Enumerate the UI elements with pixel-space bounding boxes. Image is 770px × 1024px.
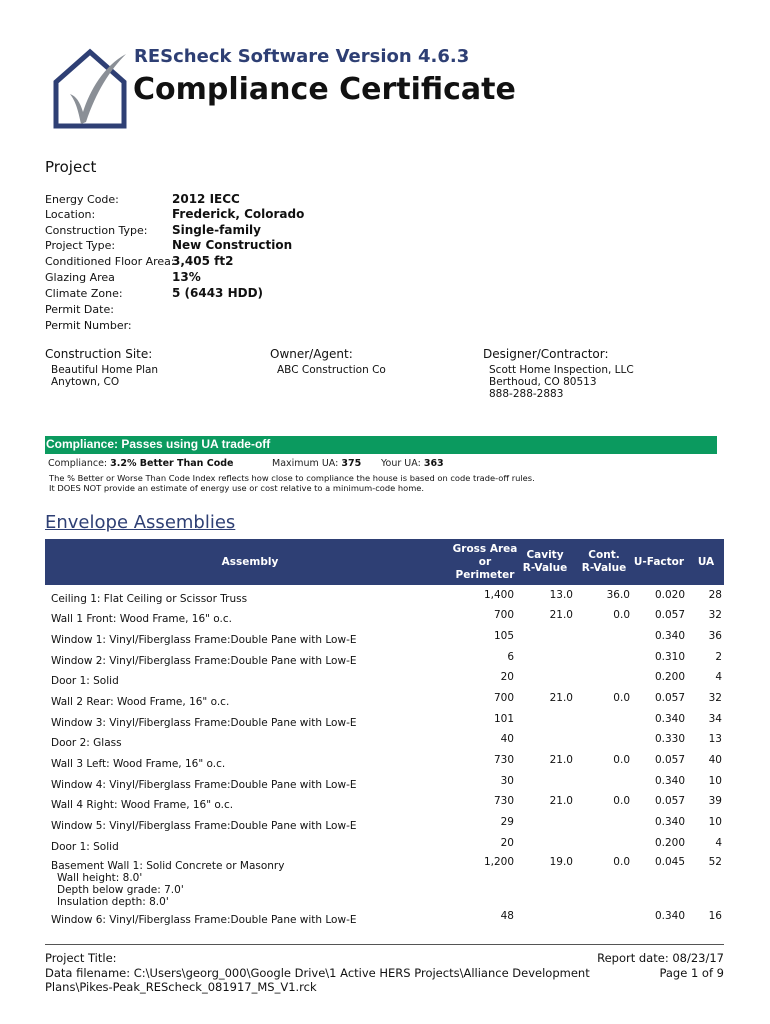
footer-project-title: Project Title: — [45, 951, 117, 965]
project-field-value: Frederick, Colorado — [172, 207, 305, 221]
maximum-ua-value: 375 — [341, 458, 362, 469]
envelope-assemblies-heading: Envelope Assemblies — [45, 512, 236, 533]
footer-divider — [45, 944, 724, 945]
envelope-cell-u: 0.340 — [654, 816, 685, 828]
envelope-cell-area: 6 — [507, 651, 514, 663]
col-cont-line-2: R-Value — [581, 562, 627, 574]
envelope-cell-ua: 28 — [708, 589, 722, 601]
envelope-cell-area: 730 — [493, 754, 514, 766]
envelope-cell-u: 0.340 — [654, 713, 685, 725]
footer-data-filename-line-1: Data filename: C:\Users\georg_000\Google Drive\1 Active HERS Projects\Alliance Development — [45, 966, 590, 980]
project-field-label: Glazing Area — [45, 271, 115, 284]
project-field-label: Project Type: — [45, 239, 116, 252]
col-gross-area-line-3: Perimeter — [455, 569, 515, 581]
envelope-table-header — [45, 539, 724, 585]
envelope-cell-u: 0.057 — [654, 692, 685, 704]
envelope-row-assembly: Door 1: Solid — [51, 675, 119, 687]
project-field-label: Permit Date: — [45, 303, 114, 316]
envelope-row-assembly: Window 4: Vinyl/Fiberglass Frame:Double Pane with Low-E — [51, 779, 357, 791]
col-gross-area — [445, 543, 525, 582]
compliance-note-line-2: It DOES NOT provide an estimate of energy use or cost relative to a minimum-code home. — [49, 483, 425, 493]
certificate-title: Compliance Certificate — [133, 72, 516, 107]
owner-agent-heading: Owner/Agent: — [270, 347, 353, 361]
envelope-cell-area: 730 — [493, 795, 514, 807]
envelope-cell-cont: 36.0 — [606, 589, 630, 601]
footer-page-number: Page 1 of 9 — [659, 966, 724, 980]
envelope-cell-area: 29 — [500, 816, 514, 828]
maximum-ua — [272, 458, 361, 469]
envelope-cell-area: 30 — [500, 775, 514, 787]
col-cont — [578, 549, 630, 575]
envelope-cell-area: 40 — [500, 733, 514, 745]
envelope-cell-u: 0.340 — [654, 775, 685, 787]
envelope-row-assembly: Ceiling 1: Flat Ceiling or Scissor Truss — [51, 593, 248, 605]
project-field-value: 3,405 ft2 — [172, 254, 234, 268]
envelope-cell-area: 1,400 — [483, 589, 514, 601]
envelope-cell-area: 700 — [493, 609, 514, 621]
envelope-cell-cont: 0.0 — [613, 609, 630, 621]
envelope-cell-ua: 4 — [715, 671, 722, 683]
envelope-row-detail: Insulation depth: 8.0' — [57, 896, 169, 908]
construction-site-heading: Construction Site: — [45, 347, 153, 361]
footer-data-filename-line-2: Plans\Pikes-Peak_REScheck_081917_MS_V1.rck — [45, 980, 317, 994]
envelope-cell-ua: 32 — [708, 692, 722, 704]
envelope-cell-u: 0.340 — [654, 910, 685, 922]
envelope-cell-cont: 0.0 — [613, 692, 630, 704]
envelope-cell-area: 20 — [500, 671, 514, 683]
envelope-cell-cavity: 19.0 — [549, 856, 573, 868]
designer-contractor-heading: Designer/Contractor: — [483, 347, 609, 361]
envelope-cell-u: 0.330 — [654, 733, 685, 745]
project-heading: Project — [45, 158, 97, 176]
envelope-cell-u: 0.340 — [654, 630, 685, 642]
envelope-cell-area: 1,200 — [483, 856, 514, 868]
envelope-row-detail: Depth below grade: 7.0' — [57, 884, 184, 896]
col-gross-area-line-2: or — [478, 556, 492, 568]
envelope-row-assembly: Wall 2 Rear: Wood Frame, 16" o.c. — [51, 696, 230, 708]
project-field-label: Climate Zone: — [45, 287, 123, 300]
your-ua-label: Your UA: — [381, 458, 421, 469]
envelope-cell-cavity: 21.0 — [549, 692, 573, 704]
construction-site-line-1: Beautiful Home Plan — [51, 364, 159, 376]
compliance-banner — [45, 436, 717, 454]
project-field-label: Energy Code: — [45, 193, 119, 206]
envelope-row-assembly: Window 1: Vinyl/Fiberglass Frame:Double Pane with Low-E — [51, 634, 357, 646]
envelope-row-assembly: Window 5: Vinyl/Fiberglass Frame:Double Pane with Low-E — [51, 820, 357, 832]
project-field-value: 5 (6443 HDD) — [172, 286, 264, 300]
envelope-cell-ua: 16 — [708, 910, 722, 922]
envelope-cell-area: 20 — [500, 837, 514, 849]
envelope-row-assembly: Window 2: Vinyl/Fiberglass Frame:Double Pane with Low-E — [51, 655, 357, 667]
col-gross-area-line-1: Gross Area — [452, 543, 518, 555]
envelope-cell-ua: 34 — [708, 713, 722, 725]
envelope-cell-ua: 32 — [708, 609, 722, 621]
compliance-value: 3.2% Better Than Code — [110, 458, 234, 469]
col-u-factor: U-Factor — [633, 556, 685, 568]
envelope-row-assembly: Door 2: Glass — [51, 737, 122, 749]
project-field-label: Conditioned Floor Area: — [45, 255, 175, 268]
envelope-row-assembly: Window 6: Vinyl/Fiberglass Frame:Double Pane with Low-E — [51, 914, 357, 926]
project-field-value: 2012 IECC — [172, 192, 240, 206]
envelope-cell-cavity: 21.0 — [549, 795, 573, 807]
envelope-row-assembly: Basement Wall 1: Solid Concrete or Masonry — [51, 860, 285, 872]
envelope-cell-u: 0.057 — [654, 609, 685, 621]
envelope-cell-u: 0.045 — [654, 856, 685, 868]
envelope-cell-area: 101 — [493, 713, 514, 725]
envelope-cell-ua: 39 — [708, 795, 722, 807]
footer-report-date: Report date: 08/23/17 — [597, 951, 724, 965]
envelope-row-assembly: Wall 1 Front: Wood Frame, 16" o.c. — [51, 613, 232, 625]
project-field-label: Construction Type: — [45, 224, 148, 237]
envelope-cell-u: 0.057 — [654, 754, 685, 766]
envelope-cell-cont: 0.0 — [613, 795, 630, 807]
envelope-cell-ua: 52 — [708, 856, 722, 868]
project-field-label: Permit Number: — [45, 319, 132, 332]
compliance-banner-text: Compliance: Passes using UA trade-off — [46, 437, 271, 451]
envelope-cell-ua: 2 — [715, 651, 722, 663]
envelope-row-assembly: Wall 3 Left: Wood Frame, 16" o.c. — [51, 758, 226, 770]
envelope-row-assembly: Window 3: Vinyl/Fiberglass Frame:Double Pane with Low-E — [51, 717, 357, 729]
owner-agent-line-1: ABC Construction Co — [277, 364, 386, 376]
envelope-cell-area: 105 — [493, 630, 514, 642]
your-ua — [381, 458, 444, 469]
your-ua-value: 363 — [423, 458, 444, 469]
envelope-cell-u: 0.310 — [654, 651, 685, 663]
envelope-cell-cavity: 13.0 — [549, 589, 573, 601]
software-version: REScheck Software Version 4.6.3 — [134, 46, 470, 67]
designer-contractor-line-1: Scott Home Inspection, LLC — [489, 364, 634, 376]
envelope-cell-u: 0.020 — [654, 589, 685, 601]
envelope-cell-ua: 10 — [708, 816, 722, 828]
compliance-note-line-1: The % Better or Worse Than Code Index reflects how close to compliance the house is based on code trade-off rules. — [49, 473, 535, 483]
col-cont-line-1: Cont. — [588, 549, 620, 561]
col-cavity — [519, 549, 571, 575]
project-field-value: Single-family — [172, 223, 261, 237]
col-cavity-line-2: R-Value — [522, 562, 568, 574]
compliance-result — [48, 458, 233, 469]
col-assembly: Assembly — [221, 556, 279, 568]
envelope-cell-cavity: 21.0 — [549, 754, 573, 766]
envelope-row-detail: Wall height: 8.0' — [57, 872, 143, 884]
envelope-cell-cavity: 21.0 — [549, 609, 573, 621]
envelope-cell-area: 700 — [493, 692, 514, 704]
compliance-label: Compliance: — [48, 458, 108, 469]
maximum-ua-label: Maximum UA: — [272, 458, 339, 469]
envelope-cell-u: 0.057 — [654, 795, 685, 807]
col-ua: UA — [697, 556, 715, 568]
designer-contractor-line-3: 888-288-2883 — [489, 388, 564, 400]
project-field-value: 13% — [172, 270, 201, 284]
designer-contractor-line-2: Berthoud, CO 80513 — [489, 376, 597, 388]
envelope-cell-ua: 4 — [715, 837, 722, 849]
envelope-cell-cont: 0.0 — [613, 754, 630, 766]
col-cavity-line-1: Cavity — [526, 549, 564, 561]
envelope-cell-ua: 10 — [708, 775, 722, 787]
rescheck-logo-icon — [50, 44, 130, 130]
envelope-row-assembly: Wall 4 Right: Wood Frame, 16" o.c. — [51, 799, 234, 811]
envelope-cell-ua: 13 — [708, 733, 722, 745]
construction-site-line-2: Anytown, CO — [51, 376, 120, 388]
envelope-cell-ua: 40 — [708, 754, 722, 766]
envelope-cell-area: 48 — [500, 910, 514, 922]
envelope-cell-u: 0.200 — [654, 837, 685, 849]
project-field-label: Location: — [45, 208, 96, 221]
envelope-row-assembly: Door 1: Solid — [51, 841, 119, 853]
envelope-cell-u: 0.200 — [654, 671, 685, 683]
envelope-cell-cont: 0.0 — [613, 856, 630, 868]
project-field-value: New Construction — [172, 238, 293, 252]
envelope-cell-ua: 36 — [708, 630, 722, 642]
